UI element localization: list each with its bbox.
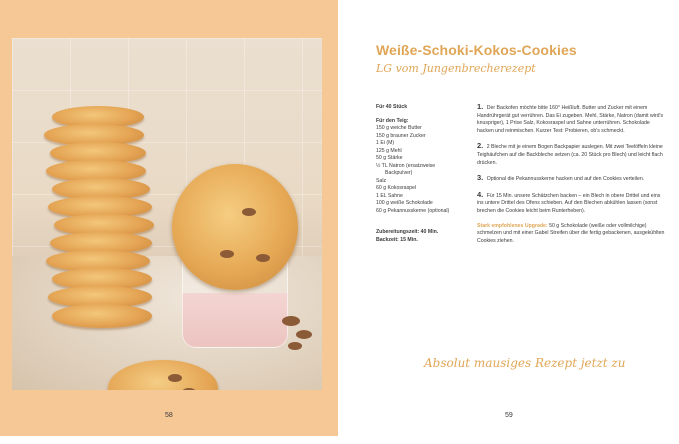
bake-time: Backzeit: 15 Min. [376, 236, 418, 243]
ingredient-item: 100 g weiße Schokolade [376, 200, 433, 206]
ingredients-column [376, 104, 468, 244]
step-number: 3. [477, 173, 484, 183]
recipe-subtitle: LG vom Jungenbrecherezept [376, 62, 536, 75]
ingredient-item: Backpulver) [385, 170, 413, 176]
ingredient-item: 60 g Kokosraspel [376, 185, 417, 191]
step-text: Für 15 Min. unsere Schätzchen backen – ein Blech in obere Drittel und eins ins untere Drittel des Ofens schieben. Auf den Blechen abkühlen lassen (sonst brechen die Cookies leicht beim Runterheben). [477, 192, 661, 214]
page-number-left: 58 [165, 412, 173, 419]
ingredient-item: 150 g brauner Zucker [376, 132, 426, 139]
pecan-topping [168, 374, 182, 382]
instructions-column [477, 103, 667, 252]
footer-script-note: Absolut mausiges Rezept jetzt zu [424, 356, 626, 370]
step-number: 4. [477, 189, 484, 199]
prep-time: Zubereitungszeit: 40 Min. [376, 229, 439, 235]
ingredient-item: 150 g weiche Butter [376, 125, 422, 131]
loose-pecan [288, 342, 302, 350]
upgrade-label: Stark empfohlenes Upgrade: [477, 222, 548, 229]
step-text: 2 Bleche mit je einem Bogen Backpapier auslegen. Mit zwei Teelöffeln kleine Teighäufchen auf die Backbleche setzen (ca. 20 Stück pro Blech) und leicht flach drücken. [477, 144, 663, 166]
step-2 [477, 142, 667, 167]
ingredient-item: 1 EL Sahne [376, 192, 403, 199]
upgrade-tip [477, 223, 667, 246]
pecan-topping [220, 250, 234, 258]
step-1 [477, 103, 667, 135]
ingredient-item: 125 g Mehl [376, 147, 402, 154]
stacked-cookie [52, 304, 152, 328]
ingredient-item: 50 g Stärke [376, 155, 403, 161]
recipe-title: Weiße-Schoki-Kokos-Cookies [376, 42, 577, 58]
ingredient-item: Salz [376, 177, 387, 184]
ingredient-item: ½ TL Natron (ersatzweise [376, 162, 436, 169]
loose-pecan [296, 330, 312, 339]
upgrade-text: 50 g Schokolade (weiße oder vollmilchige) schmelzen und mit einer Gabel Streifen über die fertig gebackenen, ausgekühlten Cookies ziehen. [477, 222, 665, 244]
ingredient-item: 60 g Pekannusskerne (optional) [376, 207, 450, 214]
loose-pecan [282, 316, 300, 326]
step-4 [477, 191, 667, 216]
cookie-photo [12, 38, 322, 390]
ingredient-item: 1 Ei (M) [376, 140, 395, 146]
step-number: 2. [477, 141, 484, 151]
step-3 [477, 174, 667, 184]
pecan-topping [242, 208, 256, 216]
pecan-topping [182, 388, 196, 390]
page-number-right: 59 [505, 412, 513, 419]
step-text: Der Backofen möchte bitte 160° Heißluft. Butter und Zucker mit einem Handrührgerät gut verrühren. Das Ei zugeben. Mehl, Stärke, Natron (damit wird's knuspriger), 1 Prise Salz, Kokosraspel und Sahne unterrühren. Schokolade hacken und reinmischen. Kurzer Test: Probieren, ob's schmeckt. [477, 105, 664, 134]
left-page [0, 0, 338, 436]
servings-label: Für 40 Stück [376, 104, 408, 110]
step-number: 1. [477, 102, 484, 111]
step-text: Optional die Pekannusskerne hacken und auf den Cookies verteilen. [486, 176, 645, 183]
pecan-topping [256, 254, 270, 262]
leaning-cookie [172, 164, 298, 290]
dough-heading: Für den Teig: [376, 117, 409, 124]
